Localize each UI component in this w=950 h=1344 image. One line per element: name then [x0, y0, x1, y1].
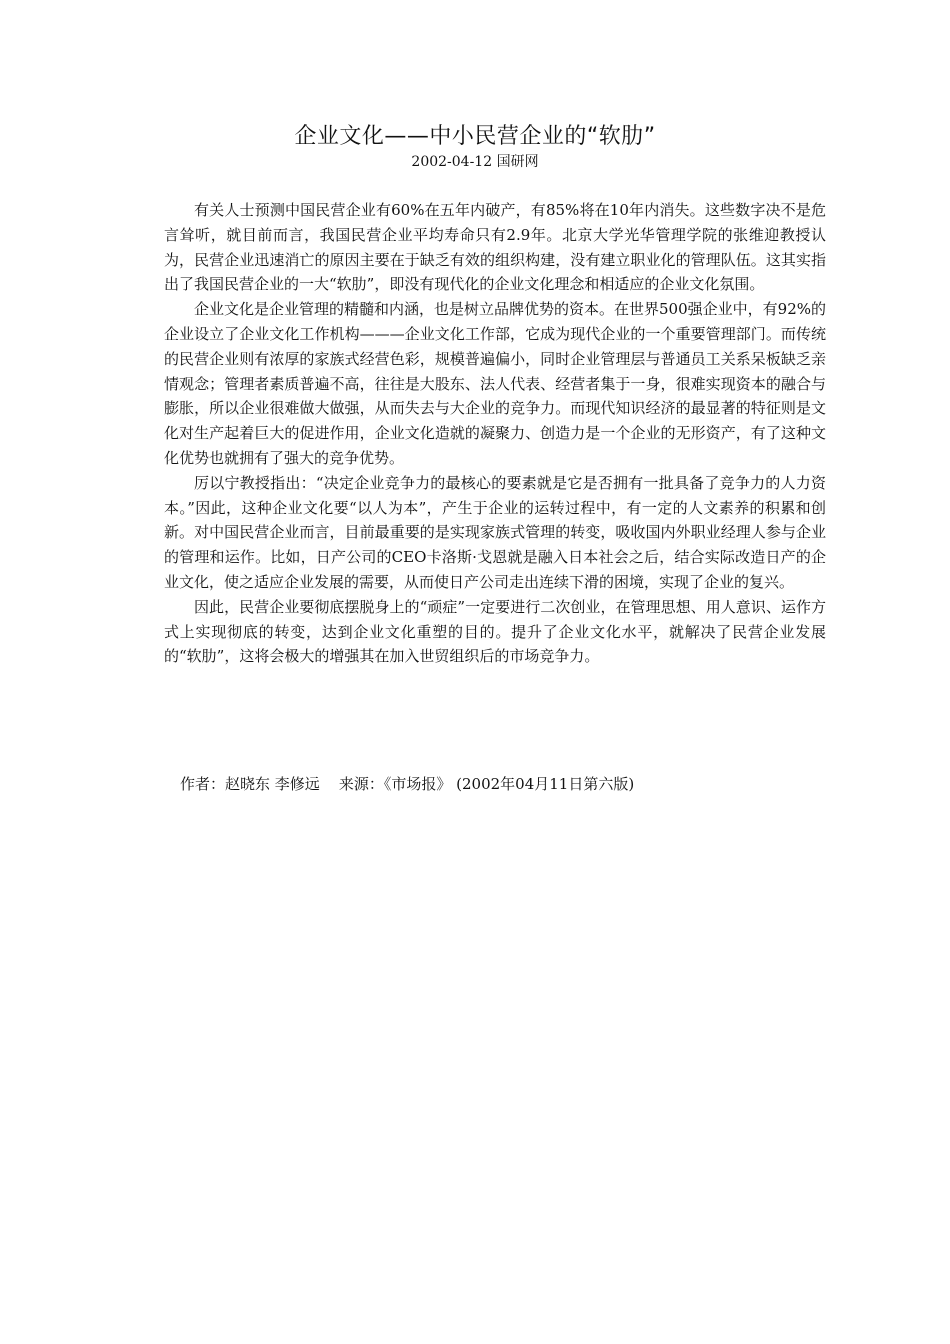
article-paragraph-1: 有关人士预测中国民营企业有60%在五年内破产，有85%将在10年内消失。这些数字决不是危言耸听，就目前而言，我国民营企业平均寿命只有2.9年。北京大学光华管理学院的张维迎教授认为，民营企业迅速消亡的原因主要在于缺乏有效的组织构建，没有建立职业化的管理队伍。这其实指出了我国民营企业的一大“软肋”，即没有现代化的企业文化理念和相适应的企业文化氛围。: [164, 201, 826, 294]
byline-gap: [320, 775, 339, 793]
article-date-source: 2002-04-12 国研网: [411, 154, 539, 170]
article-title: 企业文化——中小民营企业的“软肋”: [294, 124, 656, 149]
article-paragraph-2: 企业文化是企业管理的精髓和内涵，也是树立品牌优势的资本。在世界500强企业中，有92%的企业设立了企业文化工作机构———企业文化工作部，它成为现代企业的一个重要管理部门。而传统的民营企业则有浓厚的家族式经营色彩，规模普遍偏小，同时企业管理层与普通员工关系呆板缺乏亲情观念；管理者素质普遍不高，往往是大股东、法人代表、经营者集于一身，很难实现资本的融合与膨胀，所以企业很难做大做强，从而失去与大企业的竞争力。而现代知识经济的最显著的特征则是文化对生产起着巨大的促进作用，企业文化造就的凝聚力、创造力是一个企业的无形资产，有了这种文化优势也就拥有了强大的竞争优势。: [164, 300, 826, 467]
article-byline: [180, 773, 820, 795]
byline-author: 作者：赵晓东 李修远: [180, 775, 320, 793]
article-paragraph-4: 因此，民营企业要彻底摆脱身上的“顽症”一定要进行二次创业，在管理思想、用人意识、运作方式上实现彻底的转变，达到企业文化重塑的目的。提升了企业文化水平，就解决了民营企业发展的“软肋”，这将会极大的增强其在加入世贸组织后的市场竞争力。: [164, 597, 826, 666]
article-body: [164, 198, 826, 669]
article-paragraph-3: 厉以宁教授指出：“决定企业竞争力的最核心的要素就是它是否拥有一批具备了竞争力的人力资本。”因此，这种企业文化要“以人为本”，产生于企业的运转过程中，有一定的人文素养的积累和创新。对中国民营企业而言，目前最重要的是实现家族式管理的转变，吸收国内外职业经理人参与企业的管理和运作。比如，日产公司的CEO卡洛斯·戈恩就是融入日本社会之后，结合实际改造日产的企业文化，使之适应企业发展的需要，从而使日产公司走出连续下滑的困境，实现了企业的复兴。: [164, 473, 826, 591]
byline-source: 来源：《市场报》 (2002年04月11日第六版): [338, 775, 635, 793]
